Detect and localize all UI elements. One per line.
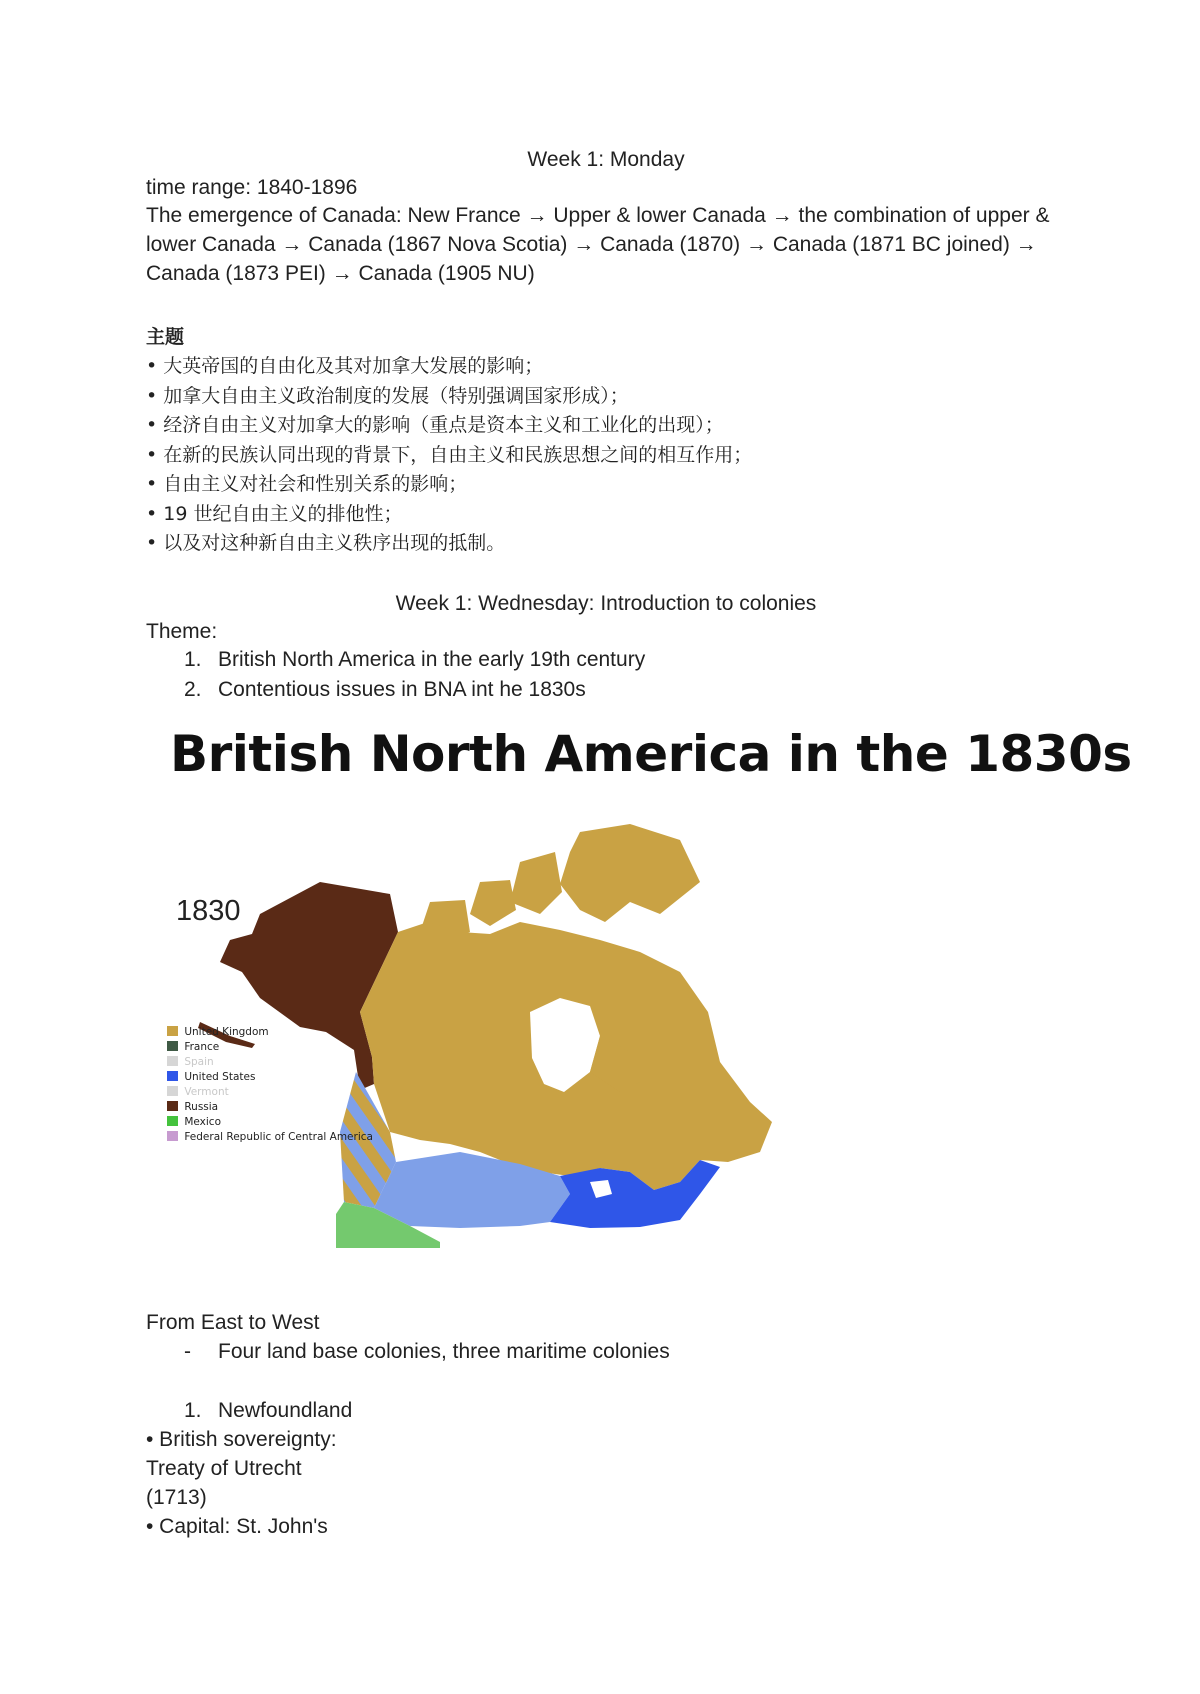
- theme-item: • 加拿大自由主义政治制度的发展（特别强调国家形成）；: [146, 384, 629, 407]
- theme-item: • 大英帝国的自由化及其对加拿大发展的影响；: [146, 355, 544, 377]
- colony-name: Newfoundland: [218, 1399, 353, 1422]
- wednesday-heading: Week 1: Wednesday: Introduction to colonies: [395, 592, 817, 615]
- arctic-island: [510, 852, 562, 914]
- legend-swatch: [167, 1101, 178, 1111]
- legend-swatch: [167, 1056, 178, 1066]
- emergence-text: The emergence of Canada: New France → Upper & lower Canada → the combination of upper & lower Canada → Canada (1867 Nova Scotia) → Canada (1870) → Canada (1871 BC joined) → Canada (1873 PEI) → Canada (1905 NU): [146, 204, 1050, 285]
- legend-entry: [167, 1100, 373, 1115]
- list-item: [146, 675, 1046, 705]
- detail-line: • Capital: St. John's: [146, 1515, 328, 1538]
- legend-entry: [167, 1025, 373, 1040]
- legend-entry: [167, 1070, 373, 1085]
- list-number: 1.: [184, 648, 202, 671]
- slide-title: British North America in the 1830s: [170, 725, 1132, 783]
- list-item: [146, 645, 1046, 675]
- list-text: Contentious issues in BNA int he 1830s: [218, 678, 586, 701]
- legend-label: Vermont: [184, 1086, 229, 1098]
- themes-heading: 主题: [146, 326, 185, 348]
- summary-item: [74, 1337, 1018, 1366]
- legend-swatch: [167, 1131, 178, 1141]
- theme-item: • 19 世纪自由主义的排他性；: [146, 502, 403, 525]
- legend-entry: [167, 1055, 373, 1070]
- arctic-islands: [560, 824, 700, 922]
- monday-heading: Week 1: Monday: [527, 148, 685, 171]
- map-year-label: 1830: [176, 895, 241, 927]
- theme-item: • 经济自由主义对加拿大的影响（重点是资本主义和工业化的出现）；: [146, 414, 724, 436]
- colony-item: [74, 1396, 1018, 1425]
- detail-line: Treaty of Utrecht: [146, 1457, 302, 1480]
- list-text: British North America in the early 19th century: [218, 648, 646, 671]
- legend-label: United Kingdom: [184, 1026, 269, 1038]
- themes-list: [146, 352, 1066, 559]
- detail-line: • British sovereignty:: [146, 1428, 337, 1451]
- legend-swatch: [167, 1086, 178, 1096]
- map-legend: [167, 1025, 373, 1145]
- legend-entry: [167, 1130, 373, 1145]
- detail-line: (1713): [146, 1486, 207, 1509]
- legend-label: Russia: [184, 1101, 219, 1113]
- legend-swatch: [167, 1041, 178, 1051]
- legend-label: United States: [184, 1071, 256, 1083]
- legend-label: France: [184, 1041, 220, 1053]
- legend-entry: [167, 1085, 373, 1100]
- theme-item: • 自由主义对社会和性别关系的影响；: [146, 473, 468, 495]
- theme-item: • 在新的民族认同出现的背景下，自由主义和民族思想之间的相互作用；: [146, 443, 753, 466]
- direction-text: From East to West: [146, 1311, 320, 1334]
- theme-label: Theme:: [146, 620, 218, 643]
- list-number: 1.: [184, 1399, 202, 1422]
- legend-entry: [167, 1115, 373, 1130]
- summary-text: Four land base colonies, three maritime colonies: [218, 1340, 670, 1363]
- theme-ordered-list: [74, 645, 1046, 705]
- legend-swatch: [167, 1026, 178, 1036]
- legend-label: Spain: [184, 1056, 214, 1068]
- legend-label: Mexico: [184, 1116, 222, 1128]
- legend-label: Federal Republic of Central America: [184, 1131, 373, 1143]
- arctic-island: [470, 880, 516, 926]
- theme-item: • 以及对这种新自由主义秩序出现的抵制。: [146, 532, 506, 554]
- dash-marker: -: [184, 1340, 191, 1363]
- legend-entry: [167, 1040, 373, 1055]
- legend-swatch: [167, 1116, 178, 1126]
- list-number: 2.: [184, 678, 202, 701]
- legend-swatch: [167, 1071, 178, 1081]
- colony-details: [146, 1425, 337, 1541]
- time-range: time range: 1840-1896: [146, 176, 358, 199]
